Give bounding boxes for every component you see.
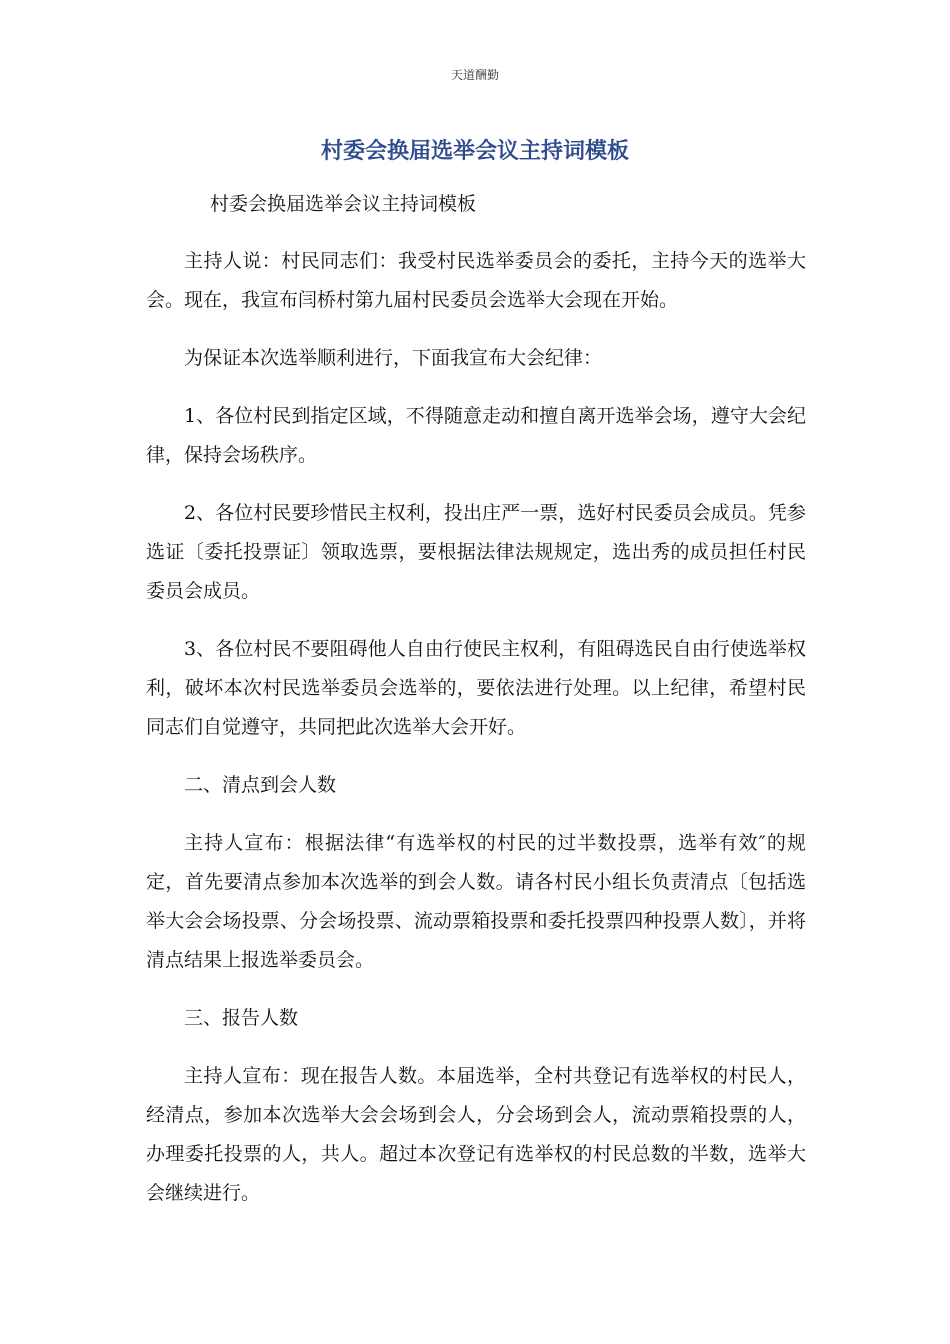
paragraph: 主持人宣布：根据法律“有选举权的村民的过半数投票，选举有效″的规定，首先要清点参加本次选举的到会人数。请各村民小组长负责清点〔包括选举大会会场投票、分会场投票、流动票箱投票和委托投票四种投票人数〕，并将清点结果上报选举委员会。: [146, 832, 806, 971]
paragraph: 主持人宣布：现在报告人数。本届选举，全村共登记有选举权的村民人，经清点，参加本次选举大会会场到会人，分会场到会人，流动票箱投票的人，办理委托投票的人，共人。超过本次登记有选举权的村民总数的半数，选举大会继续进行。: [146, 1065, 806, 1204]
document-subtitle: 村委会换届选举会议主持词模板: [210, 193, 477, 215]
paragraph: 1、各位村民到指定区域，不得随意走动和擅自离开选举会场，遵守大会纪律，保持会场秩序。: [146, 405, 806, 466]
document-body: [146, 185, 806, 1232]
paragraph: 2、各位村民要珍惜民主权利，投出庄严一票，选好村民委员会成员。凭参选证〔委托投票证〕领取选票，要根据法律法规规定，选出秀的成员担任村民委员会成员。: [146, 502, 806, 602]
paragraph: 为保证本次选举顺利进行，下面我宣布大会纪律：: [184, 347, 603, 369]
document-title: 村委会换届选举会议主持词模板: [320, 139, 629, 164]
page-header: 天道酬勤: [450, 68, 499, 82]
paragraph: 主持人说：村民同志们：我受村民选举委员会的委托，主持今天的选举大会。现在，我宣布闫桥村第九届村民委员会选举大会现在开始。: [146, 250, 806, 311]
paragraph: 3、各位村民不要阻碍他人自由行使民主权利，有阻碍选民自由行使选举权利，破坏本次村民选举委员会选举的，要依法进行处理。以上纪律，希望村民同志们自觉遵守，共同把此次选举大会开好。: [146, 638, 806, 738]
section-heading: 三、报告人数: [184, 1007, 299, 1029]
section-heading: 二、清点到会人数: [184, 774, 337, 796]
